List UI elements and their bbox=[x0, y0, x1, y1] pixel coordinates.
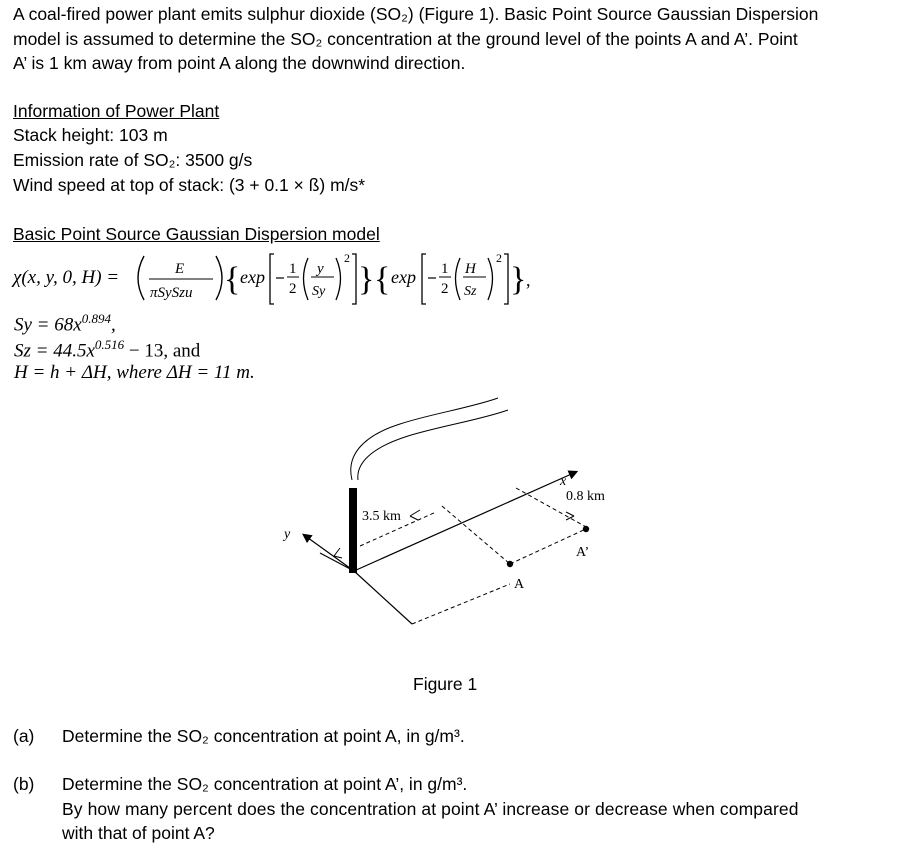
smoke-plume bbox=[351, 398, 508, 480]
y-axis-label: y bbox=[284, 527, 291, 542]
intro-line-3: A’ is 1 km away from point A along the downwind direction. bbox=[13, 53, 466, 73]
question-a-tag: (a) bbox=[13, 726, 35, 746]
svg-text:}: } bbox=[510, 261, 527, 298]
sz-formula: $Sz = 44.5x^{0.516} - 13$, and bbox=[14, 337, 201, 362]
point-a-prime-marker bbox=[583, 526, 589, 532]
emission-rate: Emission rate of SO₂: 3500 g/s bbox=[13, 150, 253, 170]
question-b-text-1: Determine the SO₂ concentration at point A’, in g/m³. bbox=[62, 774, 468, 794]
question-b bbox=[13, 772, 799, 846]
eq-exp-1: exp bbox=[240, 267, 265, 287]
question-b-text-3: with that of point A? bbox=[62, 823, 215, 843]
y-axis-line bbox=[304, 535, 354, 571]
svg-text:2: 2 bbox=[289, 281, 297, 297]
eq-exp-2: exp bbox=[391, 267, 416, 287]
svg-text:1: 1 bbox=[289, 261, 297, 277]
svg-text:2: 2 bbox=[344, 251, 350, 265]
eq-lhs: χ(x, y, 0, H) = bbox=[13, 267, 120, 288]
svg-text:1: 1 bbox=[441, 261, 449, 277]
svg-text:{: { bbox=[374, 261, 391, 298]
point-a-label: A bbox=[514, 577, 525, 592]
intro-line-2: model is assumed to determine the SO₂ concentration at the ground level of the points A and A’. Point bbox=[13, 28, 798, 49]
intro-paragraph bbox=[13, 2, 891, 76]
distance-stack-label: 3.5 km bbox=[362, 509, 401, 524]
svg-text:Sy: Sy bbox=[312, 284, 326, 299]
point-a-marker bbox=[507, 561, 513, 567]
eq-numerator-e: E bbox=[175, 261, 185, 277]
point-a-prime-label: A’ bbox=[576, 545, 590, 560]
question-b-tag: (b) bbox=[13, 774, 35, 794]
x-axis-label: x bbox=[560, 474, 567, 489]
figure-1-diagram bbox=[270, 388, 630, 638]
svg-text:2: 2 bbox=[496, 251, 502, 265]
dispersion-equation bbox=[10, 246, 570, 312]
stack bbox=[349, 488, 357, 573]
svg-text:Sz: Sz bbox=[464, 284, 477, 299]
wind-speed: Wind speed at top of stack: (3 + 0.1 × ß) m/s* bbox=[13, 175, 366, 195]
plant-info-heading: Information of Power Plant bbox=[13, 101, 220, 121]
svg-text:}: } bbox=[358, 261, 375, 298]
h-formula: H = h + ΔH, where ΔH = 11 m. bbox=[14, 362, 255, 383]
svg-text:H: H bbox=[465, 261, 476, 277]
svg-text:,: , bbox=[526, 270, 531, 290]
model-heading: Basic Point Source Gaussian Dispersion model bbox=[13, 224, 380, 244]
question-a-text: Determine the SO₂ concentration at point A, in g/m³. bbox=[62, 726, 465, 746]
sy-formula: $Sy = 68x^{0.894}$, bbox=[14, 311, 116, 336]
question-a bbox=[13, 724, 465, 749]
svg-text:2: 2 bbox=[441, 281, 449, 297]
svg-text:{: { bbox=[224, 261, 241, 298]
stack-height: Stack height: 103 m bbox=[13, 125, 168, 145]
distance-between-label: 0.8 km bbox=[566, 489, 605, 504]
intro-line-1: A coal-fired power plant emits sulphur dioxide (SO₂) (Figure 1). Basic Point Source Gaussian Dispersion bbox=[13, 4, 819, 24]
question-b-text-2: By how many percent does the concentration at point A’ increase or decrease when compared bbox=[62, 798, 799, 819]
eq-denominator: πSySzu bbox=[150, 285, 193, 301]
svg-text:y: y bbox=[317, 261, 324, 277]
figure-caption: Figure 1 bbox=[413, 674, 478, 694]
